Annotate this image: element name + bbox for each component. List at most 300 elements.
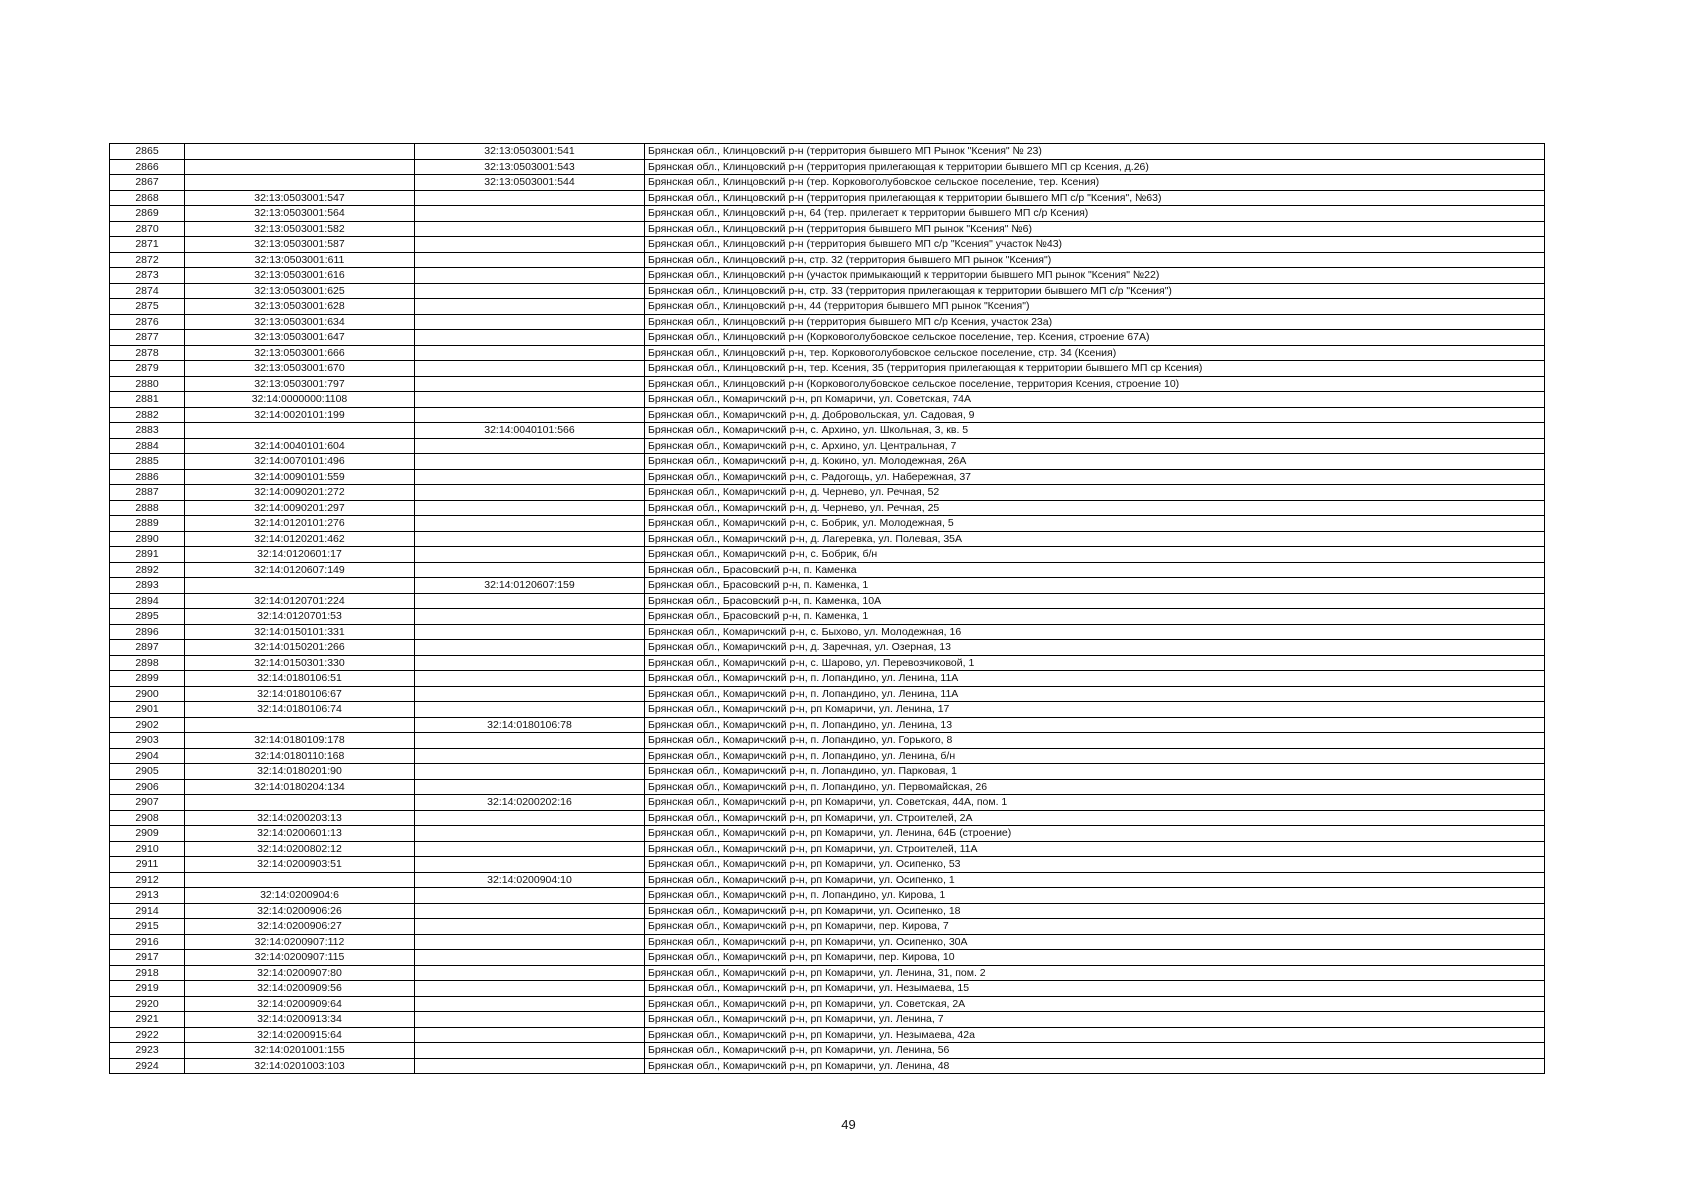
cadastral-number-cell [185,872,415,888]
row-number-cell: 2920 [110,996,185,1012]
row-number-cell: 2910 [110,841,185,857]
row-number-cell: 2896 [110,624,185,640]
address-cell: Брянская обл., Комаричский р-н, п. Лопандино, ул. Ленина, 11А [645,686,1545,702]
cadastral-number-alt-cell [415,299,645,315]
cadastral-number-cell: 32:14:0200802:12 [185,841,415,857]
row-number-cell: 2884 [110,438,185,454]
registry-table [109,143,1545,1074]
cadastral-number-alt-cell [415,671,645,687]
row-number-cell: 2883 [110,423,185,439]
address-cell: Брянская обл., Комаричский р-н, рп Комаричи, ул. Осипенко, 1 [645,872,1545,888]
table-row [110,655,1545,671]
address-cell: Брянская обл., Брасовский р-н, п. Каменка, 1 [645,578,1545,594]
cadastral-number-cell: 32:13:0503001:564 [185,206,415,222]
table-row [110,934,1545,950]
cadastral-number-alt-cell [415,237,645,253]
table-row [110,686,1545,702]
cadastral-number-alt-cell [415,407,645,423]
table-row [110,485,1545,501]
table-row [110,640,1545,656]
cadastral-number-alt-cell [415,981,645,997]
row-number-cell: 2885 [110,454,185,470]
cadastral-number-alt-cell: 32:13:0503001:543 [415,159,645,175]
address-cell: Брянская обл., Клинцовский р-н, 64 (тер. прилегает к территории бывшего МП с/р Ксения) [645,206,1545,222]
cadastral-number-cell [185,795,415,811]
cadastral-number-cell: 32:14:0040101:604 [185,438,415,454]
table-row [110,454,1545,470]
row-number-cell: 2871 [110,237,185,253]
cadastral-number-alt-cell [415,748,645,764]
address-cell: Брянская обл., Комаричский р-н, рп Комаричи, ул. Советская, 2А [645,996,1545,1012]
cadastral-number-alt-cell [415,686,645,702]
table-row [110,531,1545,547]
row-number-cell: 2868 [110,190,185,206]
table-row [110,981,1545,997]
cadastral-number-cell: 32:14:0200909:64 [185,996,415,1012]
cadastral-number-cell: 32:14:0150201:266 [185,640,415,656]
cadastral-number-cell: 32:14:0201001:155 [185,1043,415,1059]
row-number-cell: 2914 [110,903,185,919]
address-cell: Брянская обл., Комаричский р-н, рп Комаричи, пер. Кирова, 10 [645,950,1545,966]
table-row [110,624,1545,640]
table-row [110,469,1545,485]
table-row [110,547,1545,563]
cadastral-number-alt-cell [415,1058,645,1074]
address-cell: Брянская обл., Комаричский р-н, рп Комаричи, ул. Строителей, 11А [645,841,1545,857]
table-row [110,221,1545,237]
row-number-cell: 2893 [110,578,185,594]
table-row [110,283,1545,299]
table-row [110,1027,1545,1043]
table-row [110,826,1545,842]
row-number-cell: 2917 [110,950,185,966]
table-row [110,593,1545,609]
table-row [110,841,1545,857]
cadastral-number-alt-cell [415,345,645,361]
cadastral-number-alt-cell [415,934,645,950]
address-cell: Брянская обл., Комаричский р-н, рп Комаричи, ул. Ленина, 7 [645,1012,1545,1028]
cadastral-number-alt-cell [415,268,645,284]
cadastral-number-alt-cell [415,392,645,408]
table-row [110,1012,1545,1028]
address-cell: Брянская обл., Комаричский р-н, п. Лопандино, ул. Ленина, 13 [645,717,1545,733]
cadastral-number-alt-cell: 32:14:0040101:566 [415,423,645,439]
address-cell: Брянская обл., Клинцовский р-н, стр. 32 (территория бывшего МП рынок "Ксения") [645,252,1545,268]
cadastral-number-alt-cell [415,593,645,609]
row-number-cell: 2904 [110,748,185,764]
table-row [110,314,1545,330]
row-number-cell: 2916 [110,934,185,950]
row-number-cell: 2899 [110,671,185,687]
address-cell: Брянская обл., Комаричский р-н, д. Чернево, ул. Речная, 25 [645,500,1545,516]
row-number-cell: 2869 [110,206,185,222]
table-row [110,361,1545,377]
cadastral-number-alt-cell [415,562,645,578]
address-cell: Брянская обл., Комаричский р-н, рп Комаричи, ул. Осипенко, 18 [645,903,1545,919]
address-cell: Брянская обл., Клинцовский р-н (тер. Корковоголубовское сельское поселение, тер. Ксения) [645,175,1545,191]
address-cell: Брянская обл., Комаричский р-н, рп Комаричи, ул. Советская, 44А, пом. 1 [645,795,1545,811]
cadastral-number-cell: 32:14:0180106:67 [185,686,415,702]
table-row [110,206,1545,222]
table-row [110,733,1545,749]
row-number-cell: 2894 [110,593,185,609]
address-cell: Брянская обл., Клинцовский р-н, тер. Корковоголубовское сельское поселение, стр. 34 (Ксения) [645,345,1545,361]
row-number-cell: 2900 [110,686,185,702]
address-cell: Брянская обл., Клинцовский р-н, 44 (территория бывшего МП рынок "Ксения") [645,299,1545,315]
table-row [110,252,1545,268]
cadastral-number-cell: 32:14:0200909:56 [185,981,415,997]
row-number-cell: 2905 [110,764,185,780]
address-cell: Брянская обл., Комаричский р-н, п. Лопандино, ул. Ленина, 11А [645,671,1545,687]
row-number-cell: 2909 [110,826,185,842]
row-number-cell: 2918 [110,965,185,981]
cadastral-number-alt-cell [415,376,645,392]
cadastral-number-alt-cell [415,919,645,935]
row-number-cell: 2911 [110,857,185,873]
table-row [110,190,1545,206]
cadastral-number-alt-cell [415,888,645,904]
cadastral-number-alt-cell [415,190,645,206]
row-number-cell: 2875 [110,299,185,315]
cadastral-number-alt-cell [415,810,645,826]
address-cell: Брянская обл., Комаричский р-н, рп Комаричи, ул. Советская, 74А [645,392,1545,408]
row-number-cell: 2881 [110,392,185,408]
cadastral-number-cell [185,578,415,594]
row-number-cell: 2922 [110,1027,185,1043]
cadastral-number-cell: 32:13:0503001:587 [185,237,415,253]
address-cell: Брянская обл., Комаричский р-н, д. Чернево, ул. Речная, 52 [645,485,1545,501]
cadastral-number-alt-cell [415,965,645,981]
row-number-cell: 2870 [110,221,185,237]
address-cell: Брянская обл., Комаричский р-н, рп Комаричи, ул. Незымаева, 15 [645,981,1545,997]
cadastral-number-alt-cell [415,857,645,873]
cadastral-number-cell: 32:14:0201003:103 [185,1058,415,1074]
address-cell: Брянская обл., Комаричский р-н, п. Лопандино, ул. Парковая, 1 [645,764,1545,780]
cadastral-number-cell: 32:14:0120201:462 [185,531,415,547]
cadastral-number-alt-cell [415,609,645,625]
table-row [110,423,1545,439]
address-cell: Брянская обл., Комаричский р-н, рп Комаричи, ул. Осипенко, 53 [645,857,1545,873]
table-row [110,748,1545,764]
table-row [110,996,1545,1012]
cadastral-number-cell: 32:13:0503001:611 [185,252,415,268]
row-number-cell: 2891 [110,547,185,563]
cadastral-number-cell: 32:14:0200903:51 [185,857,415,873]
cadastral-number-alt-cell: 32:14:0180106:78 [415,717,645,733]
table-row [110,299,1545,315]
row-number-cell: 2865 [110,144,185,160]
cadastral-number-cell: 32:14:0200203:13 [185,810,415,826]
row-number-cell: 2924 [110,1058,185,1074]
row-number-cell: 2913 [110,888,185,904]
table-row [110,950,1545,966]
address-cell: Брянская обл., Комаричский р-н, рп Комаричи, ул. Незымаева, 42а [645,1027,1545,1043]
cadastral-number-alt-cell [415,702,645,718]
address-cell: Брянская обл., Комаричский р-н, с. Радогощь, ул. Набережная, 37 [645,469,1545,485]
cadastral-number-cell: 32:13:0503001:634 [185,314,415,330]
address-cell: Брянская обл., Комаричский р-н, с. Архино, ул. Центральная, 7 [645,438,1545,454]
row-number-cell: 2908 [110,810,185,826]
cadastral-number-alt-cell [415,500,645,516]
cadastral-number-cell: 32:14:0090201:272 [185,485,415,501]
row-number-cell: 2887 [110,485,185,501]
address-cell: Брянская обл., Комаричский р-н, д. Заречная, ул. Озерная, 13 [645,640,1545,656]
address-cell: Брянская обл., Комаричский р-н, п. Лопандино, ул. Первомайская, 26 [645,779,1545,795]
row-number-cell: 2921 [110,1012,185,1028]
table-row [110,516,1545,532]
address-cell: Брянская обл., Комаричский р-н, с. Шарово, ул. Перевозчиковой, 1 [645,655,1545,671]
row-number-cell: 2892 [110,562,185,578]
address-cell: Брянская обл., Комаричский р-н, рп Комаричи, ул. Ленина, 64Б (строение) [645,826,1545,842]
table-row [110,407,1545,423]
row-number-cell: 2877 [110,330,185,346]
cadastral-number-cell [185,423,415,439]
cadastral-number-cell: 32:14:0180106:74 [185,702,415,718]
cadastral-number-cell: 32:13:0503001:670 [185,361,415,377]
table-row [110,857,1545,873]
cadastral-number-cell: 32:13:0503001:616 [185,268,415,284]
table-row [110,159,1545,175]
address-cell: Брянская обл., Комаричский р-н, рп Комаричи, ул. Ленина, 17 [645,702,1545,718]
row-number-cell: 2879 [110,361,185,377]
cadastral-number-cell: 32:14:0120607:149 [185,562,415,578]
cadastral-number-cell: 32:13:0503001:666 [185,345,415,361]
registry-table-body [110,144,1545,1074]
cadastral-number-alt-cell: 32:14:0200202:16 [415,795,645,811]
cadastral-number-cell: 32:14:0120101:276 [185,516,415,532]
table-row [110,779,1545,795]
address-cell: Брянская обл., Комаричский р-н, рп Комаричи, ул. Ленина, 56 [645,1043,1545,1059]
cadastral-number-cell: 32:14:0200906:26 [185,903,415,919]
table-row [110,376,1545,392]
cadastral-number-cell [185,717,415,733]
cadastral-number-alt-cell [415,221,645,237]
cadastral-number-alt-cell [415,841,645,857]
cadastral-number-cell [185,144,415,160]
table-row [110,345,1545,361]
table-row [110,764,1545,780]
table-row [110,872,1545,888]
row-number-cell: 2867 [110,175,185,191]
cadastral-number-cell: 32:13:0503001:628 [185,299,415,315]
cadastral-number-alt-cell [415,1027,645,1043]
cadastral-number-alt-cell [415,903,645,919]
row-number-cell: 2903 [110,733,185,749]
row-number-cell: 2907 [110,795,185,811]
table-row [110,330,1545,346]
address-cell: Брянская обл., Комаричский р-н, рп Комаричи, пер. Кирова, 7 [645,919,1545,935]
address-cell: Брянская обл., Клинцовский р-н, тер. Ксения, 35 (территория прилегающая к территории бывшего МП ср Ксения) [645,361,1545,377]
cadastral-number-alt-cell [415,655,645,671]
cadastral-number-alt-cell [415,1043,645,1059]
address-cell: Брянская обл., Комаричский р-н, с. Архино, ул. Школьная, 3, кв. 5 [645,423,1545,439]
row-number-cell: 2898 [110,655,185,671]
table-row [110,268,1545,284]
address-cell: Брянская обл., Клинцовский р-н (территория прилегающая к территории бывшего МП ср Ксения, д.26) [645,159,1545,175]
address-cell: Брянская обл., Клинцовский р-н (территория прилегающая к территории бывшего МП с/р "Ксения", №63) [645,190,1545,206]
row-number-cell: 2919 [110,981,185,997]
address-cell: Брянская обл., Комаричский р-н, с. Бобрик, б/н [645,547,1545,563]
cadastral-number-cell [185,175,415,191]
cadastral-number-cell: 32:14:0200907:80 [185,965,415,981]
address-cell: Брянская обл., Комаричский р-н, д. Кокино, ул. Молодежная, 26А [645,454,1545,470]
address-cell: Брянская обл., Клинцовский р-н (территория бывшего МП с/р "Ксения" участок №43) [645,237,1545,253]
address-cell: Брянская обл., Комаричский р-н, п. Лопандино, ул. Ленина, б/н [645,748,1545,764]
row-number-cell: 2912 [110,872,185,888]
table-row [110,1058,1545,1074]
cadastral-number-cell [185,159,415,175]
table-row [110,671,1545,687]
cadastral-number-alt-cell [415,996,645,1012]
row-number-cell: 2874 [110,283,185,299]
address-cell: Брянская обл., Комаричский р-н, рп Комаричи, ул. Строителей, 2А [645,810,1545,826]
cadastral-number-cell: 32:13:0503001:547 [185,190,415,206]
cadastral-number-cell: 32:14:0200601:13 [185,826,415,842]
table-row [110,500,1545,516]
cadastral-number-cell: 32:14:0180106:51 [185,671,415,687]
row-number-cell: 2906 [110,779,185,795]
cadastral-number-cell: 32:13:0503001:582 [185,221,415,237]
cadastral-number-alt-cell [415,283,645,299]
cadastral-number-cell: 32:14:0150101:331 [185,624,415,640]
cadastral-number-cell: 32:14:0000000:1108 [185,392,415,408]
address-cell: Брянская обл., Клинцовский р-н (Корковоголубовское сельское поселение, территория Ксения, строение 10) [645,376,1545,392]
table-row [110,702,1545,718]
row-number-cell: 2876 [110,314,185,330]
table-row [110,795,1545,811]
address-cell: Брянская обл., Комаричский р-н, п. Лопандино, ул. Кирова, 1 [645,888,1545,904]
cadastral-number-alt-cell [415,826,645,842]
cadastral-number-cell: 32:14:0150301:330 [185,655,415,671]
cadastral-number-alt-cell [415,206,645,222]
table-row [110,237,1545,253]
address-cell: Брянская обл., Комаричский р-н, рп Комаричи, ул. Осипенко, 30А [645,934,1545,950]
cadastral-number-cell: 32:14:0180204:134 [185,779,415,795]
cadastral-number-cell: 32:14:0180201:90 [185,764,415,780]
cadastral-number-alt-cell [415,469,645,485]
cadastral-number-cell: 32:14:0120701:224 [185,593,415,609]
table-row [110,175,1545,191]
address-cell: Брянская обл., Комаричский р-н, п. Лопандино, ул. Горького, 8 [645,733,1545,749]
cadastral-number-alt-cell [415,361,645,377]
row-number-cell: 2886 [110,469,185,485]
cadastral-number-alt-cell [415,516,645,532]
page-number: 49 [841,1117,856,1132]
address-cell: Брянская обл., Клинцовский р-н (территория бывшего МП рынок "Ксения" №6) [645,221,1545,237]
address-cell: Брянская обл., Комаричский р-н, рп Комаричи, ул. Ленина, 48 [645,1058,1545,1074]
cadastral-number-alt-cell: 32:14:0120607:159 [415,578,645,594]
cadastral-number-cell: 32:14:0180109:178 [185,733,415,749]
row-number-cell: 2895 [110,609,185,625]
cadastral-number-cell: 32:14:0020101:199 [185,407,415,423]
cadastral-number-alt-cell: 32:13:0503001:541 [415,144,645,160]
address-cell: Брянская обл., Комаричский р-н, д. Добровольская, ул. Садовая, 9 [645,407,1545,423]
cadastral-number-cell: 32:14:0200913:34 [185,1012,415,1028]
address-cell: Брянская обл., Брасовский р-н, п. Каменка [645,562,1545,578]
table-row [110,609,1545,625]
row-number-cell: 2873 [110,268,185,284]
address-cell: Брянская обл., Комаричский р-н, с. Быхово, ул. Молодежная, 16 [645,624,1545,640]
table-row [110,438,1545,454]
cadastral-number-cell: 32:14:0090201:297 [185,500,415,516]
cadastral-number-cell: 32:14:0200907:115 [185,950,415,966]
row-number-cell: 2923 [110,1043,185,1059]
table-row [110,919,1545,935]
cadastral-number-cell: 32:14:0120601:17 [185,547,415,563]
cadastral-number-cell: 32:13:0503001:625 [185,283,415,299]
cadastral-number-alt-cell [415,950,645,966]
row-number-cell: 2866 [110,159,185,175]
table-row [110,903,1545,919]
cadastral-number-cell: 32:14:0180110:168 [185,748,415,764]
table-row [110,810,1545,826]
row-number-cell: 2888 [110,500,185,516]
address-cell: Брянская обл., Комаричский р-н, рп Комаричи, ул. Ленина, 31, пом. 2 [645,965,1545,981]
cadastral-number-alt-cell [415,640,645,656]
row-number-cell: 2882 [110,407,185,423]
cadastral-number-alt-cell [415,764,645,780]
table-row [110,1043,1545,1059]
row-number-cell: 2880 [110,376,185,392]
address-cell: Брянская обл., Клинцовский р-н (территория бывшего МП Рынок "Ксения" № 23) [645,144,1545,160]
row-number-cell: 2872 [110,252,185,268]
row-number-cell: 2915 [110,919,185,935]
cadastral-number-cell: 32:14:0200915:64 [185,1027,415,1043]
cadastral-number-alt-cell [415,779,645,795]
row-number-cell: 2897 [110,640,185,656]
cadastral-number-alt-cell [415,485,645,501]
address-cell: Брянская обл., Брасовский р-н, п. Каменка, 10А [645,593,1545,609]
row-number-cell: 2890 [110,531,185,547]
cadastral-number-cell: 32:14:0120701:53 [185,609,415,625]
cadastral-number-alt-cell [415,624,645,640]
cadastral-number-alt-cell [415,314,645,330]
cadastral-number-alt-cell: 32:13:0503001:544 [415,175,645,191]
cadastral-number-alt-cell [415,438,645,454]
row-number-cell: 2878 [110,345,185,361]
cadastral-number-alt-cell: 32:14:0200904:10 [415,872,645,888]
address-cell: Брянская обл., Клинцовский р-н (территория бывшего МП с/р Ксения, участок 23а) [645,314,1545,330]
cadastral-number-cell: 32:13:0503001:797 [185,376,415,392]
row-number-cell: 2901 [110,702,185,718]
cadastral-number-alt-cell [415,531,645,547]
cadastral-number-cell: 32:14:0200904:6 [185,888,415,904]
row-number-cell: 2889 [110,516,185,532]
cadastral-number-cell: 32:13:0503001:647 [185,330,415,346]
cadastral-number-cell: 32:14:0070101:496 [185,454,415,470]
cadastral-number-alt-cell [415,1012,645,1028]
table-row [110,562,1545,578]
address-cell: Брянская обл., Клинцовский р-н (Корковоголубовское сельское поселение, тер. Ксения, строение 67А) [645,330,1545,346]
cadastral-number-alt-cell [415,454,645,470]
cadastral-number-cell: 32:14:0200906:27 [185,919,415,935]
address-cell: Брянская обл., Брасовский р-н, п. Каменка, 1 [645,609,1545,625]
cadastral-number-alt-cell [415,547,645,563]
table-row [110,578,1545,594]
cadastral-number-alt-cell [415,733,645,749]
address-cell: Брянская обл., Комаричский р-н, д. Лагеревка, ул. Полевая, 35А [645,531,1545,547]
cadastral-number-cell: 32:14:0200907:112 [185,934,415,950]
address-cell: Брянская обл., Комаричский р-н, с. Бобрик, ул. Молодежная, 5 [645,516,1545,532]
cadastral-number-alt-cell [415,252,645,268]
table-row [110,717,1545,733]
cadastral-number-alt-cell [415,330,645,346]
table-row [110,888,1545,904]
table-row [110,392,1545,408]
table-row [110,965,1545,981]
table-row [110,144,1545,160]
row-number-cell: 2902 [110,717,185,733]
